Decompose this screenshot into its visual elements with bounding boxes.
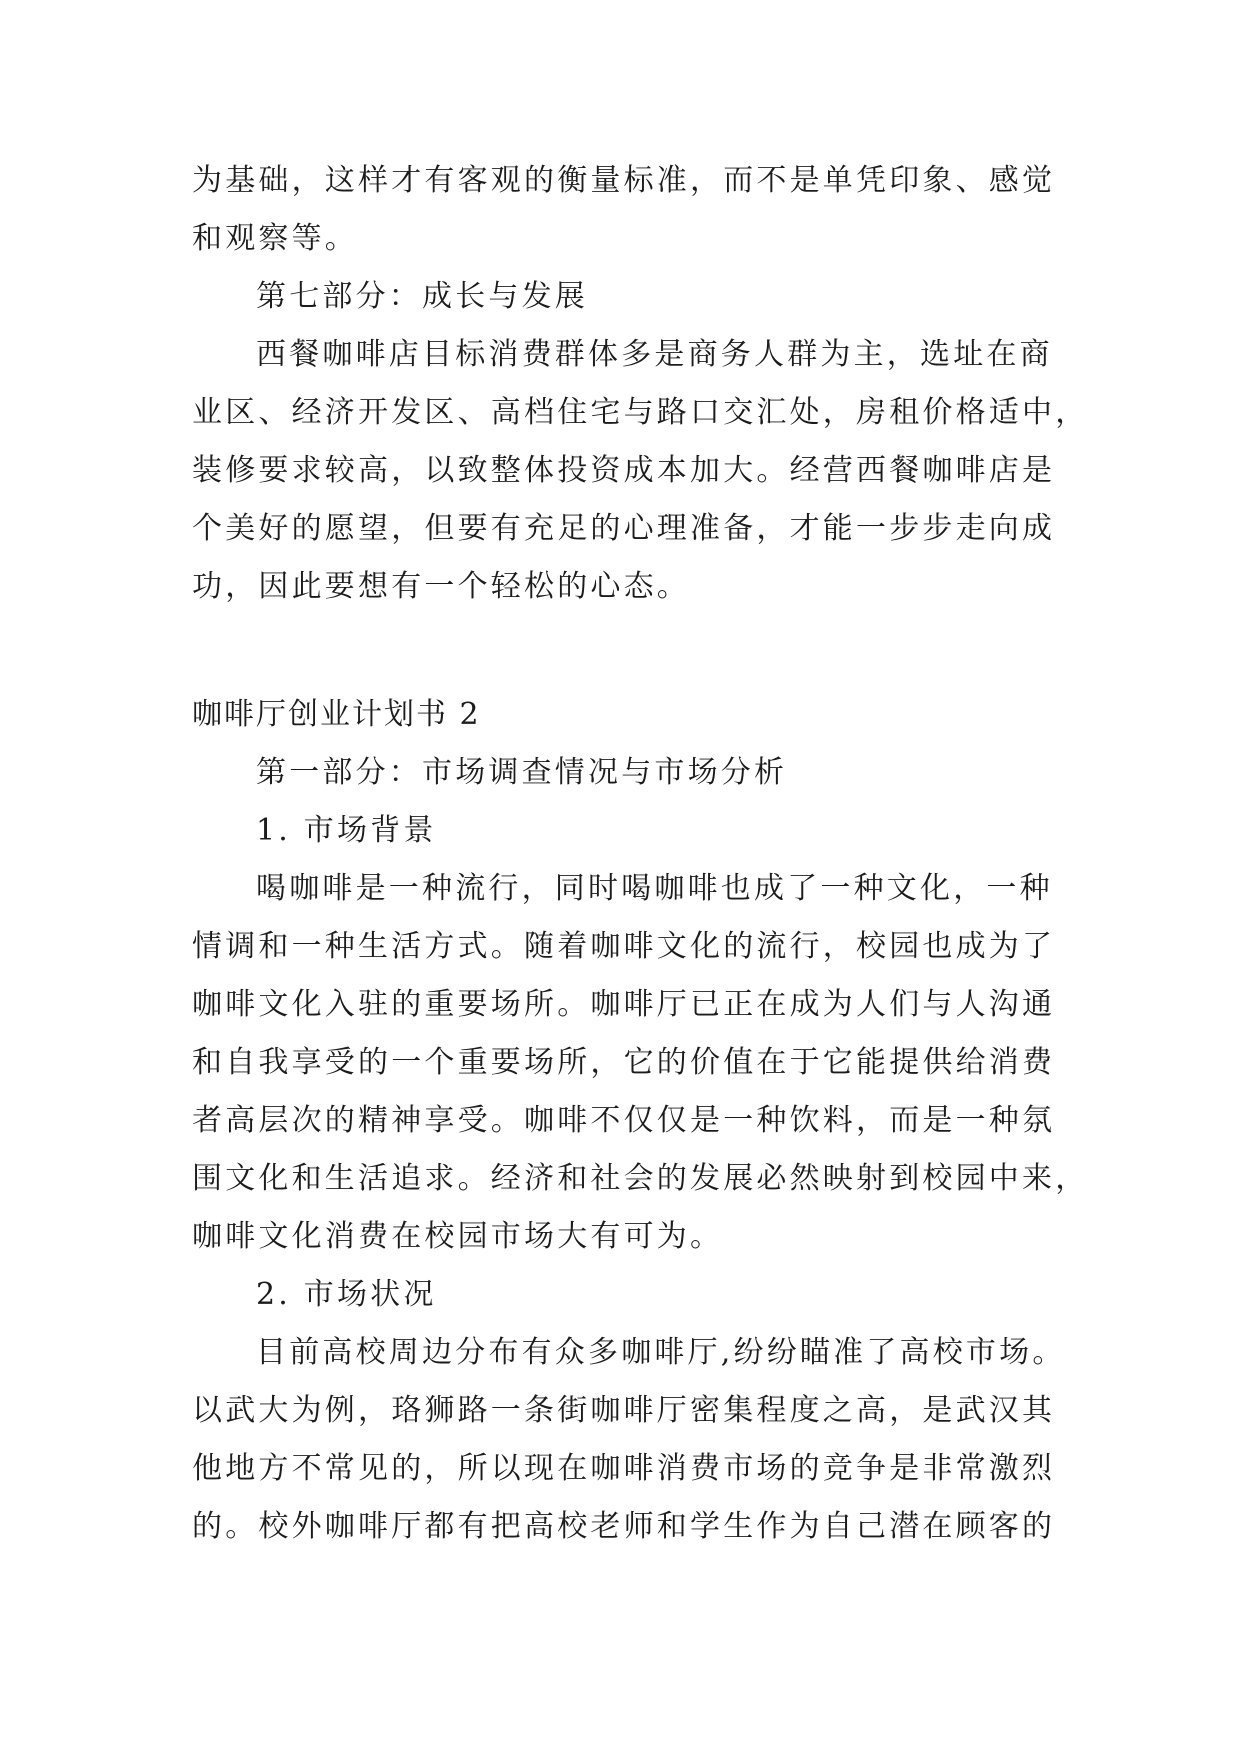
paragraph-line: 咖啡文化消费在校园市场大有可为。 [192,1219,724,1254]
paragraph-line: 的。校外咖啡厅都有把高校老师和学生作为自己潜在顾客的 [192,1509,1056,1544]
document-title: 咖啡厅创业计划书 2 [192,697,481,732]
paragraph-line: 业区、经济开发区、高档住宅与路口交汇处，房租价格适中， [192,395,1089,430]
paragraph-line: 目前高校周边分布有众多咖啡厅,纷纷瞄准了高校市场。 [256,1335,1066,1370]
paragraph-line: 他地方不常见的，所以现在咖啡消费市场的竞争是非常激烈 [192,1451,1056,1486]
paragraph-line: 西餐咖啡店目标消费群体多是商务人群为主，选址在商 [256,337,1053,372]
paragraph-line: 为基础，这样才有客观的衡量标准，而不是单凭印象、感觉 [192,163,1056,198]
paragraph-line: 功，因此要想有一个轻松的心态。 [192,569,690,604]
section-heading-part-one: 第一部分：市场调查情况与市场分析 [256,755,788,790]
document-page [192,152,1089,1556]
paragraph-line: 咖啡文化入驻的重要场所。咖啡厅已正在成为人们与人沟通 [192,987,1056,1022]
paragraph-line: 以武大为例，珞狮路一条街咖啡厅密集程度之高，是武汉其 [192,1393,1056,1428]
paragraph-line: 装修要求较高，以致整体投资成本加大。经营西餐咖啡店是 [192,453,1056,488]
subsection-heading-market-background: 1. 市场背景 [256,813,437,848]
paragraph-line: 和观察等。 [192,221,358,256]
paragraph-line: 喝咖啡是一种流行，同时喝咖啡也成了一种文化，一种 [256,871,1053,906]
paragraph-line: 情调和一种生活方式。随着咖啡文化的流行，校园也成为了 [192,929,1056,964]
paragraph-line: 个美好的愿望，但要有充足的心理准备，才能一步步走向成 [192,511,1056,546]
section-spacer [192,616,1049,686]
subsection-heading-market-status: 2. 市场状况 [256,1277,437,1312]
paragraph-line: 者高层次的精神享受。咖啡不仅仅是一种饮料，而是一种氛 [192,1103,1056,1138]
paragraph-line: 围文化和生活追求。经济和社会的发展必然映射到校园中来， [192,1161,1089,1196]
paragraph-line: 和自我享受的一个重要场所，它的价值在于它能提供给消费 [192,1045,1056,1080]
section-heading-part-seven: 第七部分：成长与发展 [256,279,588,314]
